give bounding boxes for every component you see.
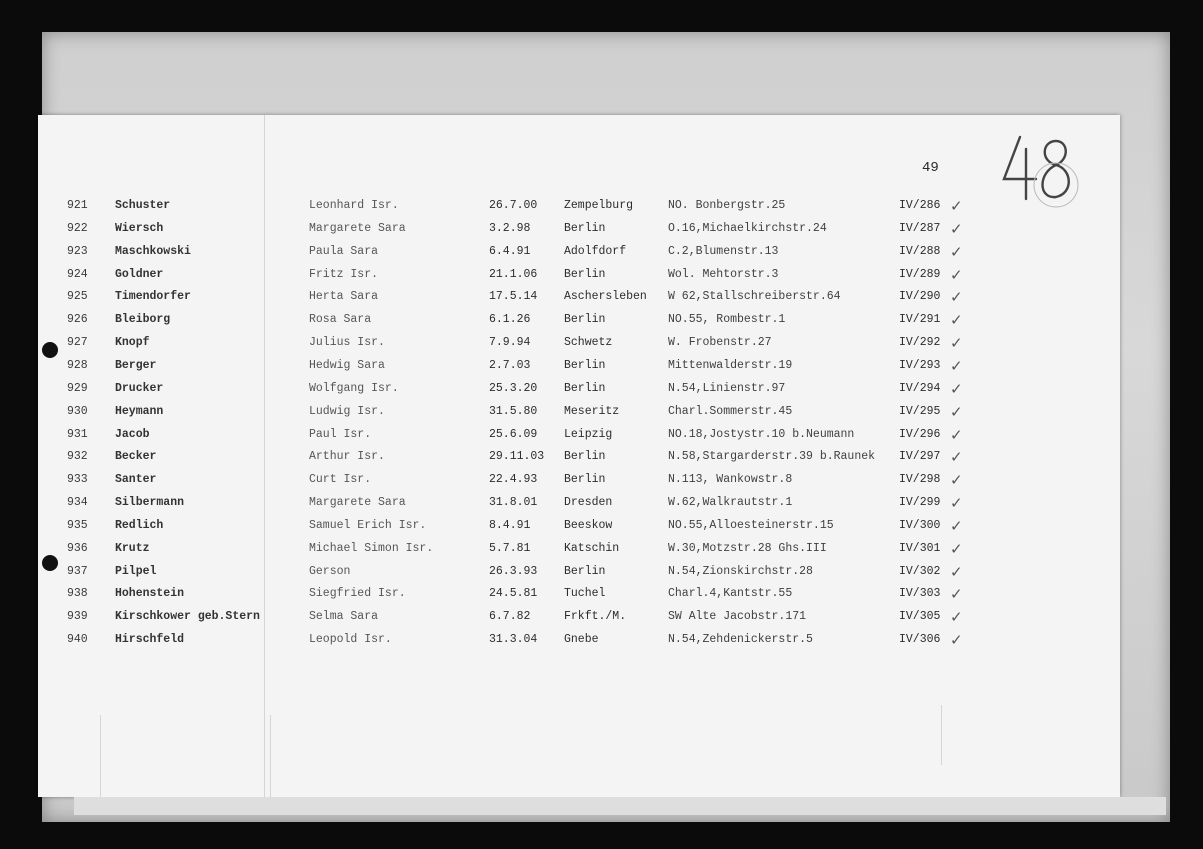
birth-date: 31.8.01 xyxy=(489,496,538,510)
entry-number: 930 xyxy=(67,404,88,418)
birth-place: Berlin xyxy=(564,450,606,464)
table-row xyxy=(38,313,1120,333)
surname: Wiersch xyxy=(115,221,164,235)
address: NO. Bonbergstr.25 xyxy=(668,199,786,212)
birth-place: Beeskow xyxy=(564,518,613,532)
address: N.54,Zionskirchstr.28 xyxy=(668,564,813,578)
address: C.2,Blumenstr.13 xyxy=(668,244,779,258)
birth-date: 17.5.14 xyxy=(489,290,538,304)
checkmark-icon: ✓ xyxy=(950,311,963,330)
surname: Hirschfeld xyxy=(115,633,185,647)
surname: Timendorfer xyxy=(115,290,191,304)
birth-place: Tuchel xyxy=(564,587,606,601)
checkmark-icon: ✓ xyxy=(950,516,963,535)
first-name: Leonhard Isr. xyxy=(309,199,399,212)
checkmark-icon: ✓ xyxy=(950,334,963,353)
reference-number: IV/302 xyxy=(899,564,941,578)
table-row xyxy=(38,219,1120,242)
checkmark-icon: ✓ xyxy=(950,631,963,650)
birth-place: Berlin xyxy=(564,221,606,235)
surname: Becker xyxy=(115,450,157,464)
address: W.62,Walkrautstr.1 xyxy=(668,496,793,510)
reference-number: IV/303 xyxy=(899,587,941,601)
birth-place: Leipzig xyxy=(564,427,613,441)
birth-date: 24.5.81 xyxy=(489,587,538,601)
punch-hole xyxy=(42,555,58,571)
checkmark-icon: ✓ xyxy=(950,197,963,215)
table-row xyxy=(38,356,1120,379)
birth-place: Adolfdorf xyxy=(564,244,627,258)
margin-line xyxy=(100,715,101,797)
checkmark-icon: ✓ xyxy=(950,425,963,444)
table-row xyxy=(38,473,1120,493)
entry-number: 932 xyxy=(67,450,88,464)
reference-number: IV/293 xyxy=(899,358,941,372)
table-row xyxy=(38,402,1120,425)
table-row xyxy=(38,425,1120,448)
surname: Knopf xyxy=(115,336,150,350)
birth-date: 25.3.20 xyxy=(489,381,538,395)
birth-place: Berlin xyxy=(564,358,606,372)
reference-number: IV/296 xyxy=(899,427,941,441)
surname: Pilpel xyxy=(115,564,157,578)
first-name: Rosa Sara xyxy=(309,313,372,327)
address: NO.18,Jostystr.10 b.Neumann xyxy=(668,427,855,441)
entry-number: 922 xyxy=(67,221,88,235)
surname: Heymann xyxy=(115,404,164,418)
entry-number: 929 xyxy=(67,381,88,395)
first-name: Paul Isr. xyxy=(309,427,372,441)
first-name: Margarete Sara xyxy=(309,496,406,510)
first-name: Hedwig Sara xyxy=(309,358,385,372)
reference-number: IV/289 xyxy=(899,267,941,281)
reference-number: IV/305 xyxy=(899,610,941,624)
table-row xyxy=(38,539,1120,562)
checkmark-icon: ✓ xyxy=(950,379,963,398)
reference-number: IV/294 xyxy=(899,381,941,395)
birth-place: Meseritz xyxy=(564,404,620,418)
address: O.16,Michaelkirchstr.24 xyxy=(668,221,827,235)
table-row xyxy=(38,633,1120,653)
checkmark-icon: ✓ xyxy=(950,265,963,284)
birth-place: Gnebe xyxy=(564,633,599,647)
entry-number: 924 xyxy=(67,267,88,281)
reference-number: IV/297 xyxy=(899,450,941,464)
entry-number: 934 xyxy=(67,496,88,510)
birth-date: 3.2.98 xyxy=(489,221,531,235)
surname: Jacob xyxy=(115,427,150,441)
table-row xyxy=(38,496,1120,516)
table-row xyxy=(38,562,1120,585)
birth-date: 6.7.82 xyxy=(489,610,531,624)
surname: Redlich xyxy=(115,518,164,532)
table-row xyxy=(38,587,1120,607)
birth-place: Schwetz xyxy=(564,336,613,350)
address: Mittenwalderstr.19 xyxy=(668,358,793,372)
reference-number: IV/292 xyxy=(899,336,941,350)
table-row xyxy=(38,610,1120,630)
first-name: Herta Sara xyxy=(309,290,379,304)
table-row xyxy=(38,379,1120,402)
reference-number: IV/295 xyxy=(899,404,941,418)
birth-date: 2.7.03 xyxy=(489,358,531,372)
entry-number: 925 xyxy=(67,290,88,304)
birth-date: 8.4.91 xyxy=(489,518,531,532)
birth-date: 31.3.04 xyxy=(489,633,538,647)
reference-number: IV/306 xyxy=(899,633,941,647)
address: W.30,Motzstr.28 Ghs.III xyxy=(668,541,827,555)
checkmark-icon: ✓ xyxy=(950,448,963,467)
surname: Drucker xyxy=(115,381,164,395)
entry-number: 938 xyxy=(67,587,88,601)
birth-date: 7.9.94 xyxy=(489,336,531,350)
birth-place: Berlin xyxy=(564,473,606,487)
entry-number: 923 xyxy=(67,244,88,258)
surname: Schuster xyxy=(115,199,171,212)
checkmark-icon: ✓ xyxy=(950,219,963,238)
first-name: Fritz Isr. xyxy=(309,267,379,281)
entry-number: 931 xyxy=(67,427,88,441)
table-row xyxy=(38,199,1120,219)
first-name: Julius Isr. xyxy=(309,336,385,350)
bottom-strip xyxy=(74,797,1166,815)
address: W. Frobenstr.27 xyxy=(668,336,772,350)
entry-number: 926 xyxy=(67,313,88,327)
entry-number: 940 xyxy=(67,633,88,647)
table-row xyxy=(38,516,1120,539)
table-row xyxy=(38,336,1120,356)
address: NO.55, Rombestr.1 xyxy=(668,313,786,327)
punch-hole xyxy=(42,342,58,358)
first-name: Wolfgang Isr. xyxy=(309,381,399,395)
document-sheet xyxy=(38,115,1120,797)
address: Charl.4,Kantstr.55 xyxy=(668,587,793,601)
reference-number: IV/291 xyxy=(899,313,941,327)
first-name: Michael Simon Isr. xyxy=(309,541,434,555)
surname: Silbermann xyxy=(115,496,185,510)
reference-number: IV/286 xyxy=(899,199,941,212)
birth-place: Zempelburg xyxy=(564,199,634,212)
margin-line xyxy=(270,715,271,797)
entry-number: 927 xyxy=(67,336,88,350)
birth-place: Berlin xyxy=(564,564,606,578)
checkmark-icon: ✓ xyxy=(950,402,963,421)
surname: Hohenstein xyxy=(115,587,185,601)
birth-date: 31.5.80 xyxy=(489,404,538,418)
entry-number: 935 xyxy=(67,518,88,532)
first-name: Selma Sara xyxy=(309,610,379,624)
checkmark-icon: ✓ xyxy=(950,471,963,490)
birth-place: Berlin xyxy=(564,267,606,281)
page-number: 49 xyxy=(922,160,939,176)
reference-number: IV/300 xyxy=(899,518,941,532)
birth-place: Dresden xyxy=(564,496,613,510)
address: N.54,Zehdenickerstr.5 xyxy=(668,633,813,647)
entry-number: 928 xyxy=(67,358,88,372)
address: W 62,Stallschreiberstr.64 xyxy=(668,290,841,304)
birth-place: Berlin xyxy=(564,313,606,327)
birth-place: Aschersleben xyxy=(564,290,647,304)
birth-date: 21.1.06 xyxy=(489,267,538,281)
address: N.54,Linienstr.97 xyxy=(668,381,786,395)
checkmark-icon: ✓ xyxy=(950,494,963,513)
birth-date: 6.4.91 xyxy=(489,244,531,258)
birth-date: 5.7.81 xyxy=(489,541,531,555)
birth-date: 22.4.93 xyxy=(489,473,538,487)
address: N.58,Stargarderstr.39 b.Raunek xyxy=(668,450,876,464)
table-row xyxy=(38,265,1120,288)
birth-date: 6.1.26 xyxy=(489,313,531,327)
surname: Krutz xyxy=(115,541,150,555)
surname: Kirschkower geb.Stern xyxy=(115,610,260,624)
birth-date: 26.3.93 xyxy=(489,564,538,578)
address: Wol. Mehtorstr.3 xyxy=(668,267,779,281)
first-name: Siegfried Isr. xyxy=(309,587,406,601)
checkmark-icon: ✓ xyxy=(950,562,963,581)
birth-place: Frkft./M. xyxy=(564,610,627,624)
first-name: Leopold Isr. xyxy=(309,633,392,647)
first-name: Curt Isr. xyxy=(309,473,372,487)
reference-number: IV/288 xyxy=(899,244,941,258)
checkmark-icon: ✓ xyxy=(950,288,963,307)
entry-number: 921 xyxy=(67,199,88,212)
entry-number: 937 xyxy=(67,564,88,578)
first-name: Paula Sara xyxy=(309,244,379,258)
address: NO.55,Alloesteinerstr.15 xyxy=(668,518,834,532)
reference-number: IV/287 xyxy=(899,221,941,235)
birth-date: 25.6.09 xyxy=(489,427,538,441)
address: Charl.Sommerstr.45 xyxy=(668,404,793,418)
reference-number: IV/290 xyxy=(899,290,941,304)
birth-place: Katschin xyxy=(564,541,620,555)
surname: Bleiborg xyxy=(115,313,171,327)
surname: Maschkowski xyxy=(115,244,191,258)
entry-number: 936 xyxy=(67,541,88,555)
address: SW Alte Jacobstr.171 xyxy=(668,610,807,624)
first-name: Gerson xyxy=(309,564,351,578)
reference-number: IV/299 xyxy=(899,496,941,510)
surname: Santer xyxy=(115,473,157,487)
table-row xyxy=(38,450,1120,470)
entry-number: 939 xyxy=(67,610,88,624)
entry-number: 933 xyxy=(67,473,88,487)
table-row xyxy=(38,242,1120,265)
surname: Goldner xyxy=(115,267,164,281)
birth-date: 29.11.03 xyxy=(489,450,545,464)
first-name: Margarete Sara xyxy=(309,221,406,235)
table-row xyxy=(38,290,1120,310)
checkmark-icon: ✓ xyxy=(950,539,963,558)
reference-number: IV/301 xyxy=(899,541,941,555)
reference-number: IV/298 xyxy=(899,473,941,487)
surname: Berger xyxy=(115,358,157,372)
margin-line xyxy=(941,705,942,765)
checkmark-icon: ✓ xyxy=(950,608,963,627)
checkmark-icon: ✓ xyxy=(950,242,963,261)
first-name: Samuel Erich Isr. xyxy=(309,518,427,532)
birth-place: Berlin xyxy=(564,381,606,395)
address: N.113, Wankowstr.8 xyxy=(668,473,793,487)
checkmark-icon: ✓ xyxy=(950,356,963,375)
first-name: Arthur Isr. xyxy=(309,450,385,464)
checkmark-icon: ✓ xyxy=(950,585,963,604)
birth-date: 26.7.00 xyxy=(489,199,538,212)
first-name: Ludwig Isr. xyxy=(309,404,385,418)
